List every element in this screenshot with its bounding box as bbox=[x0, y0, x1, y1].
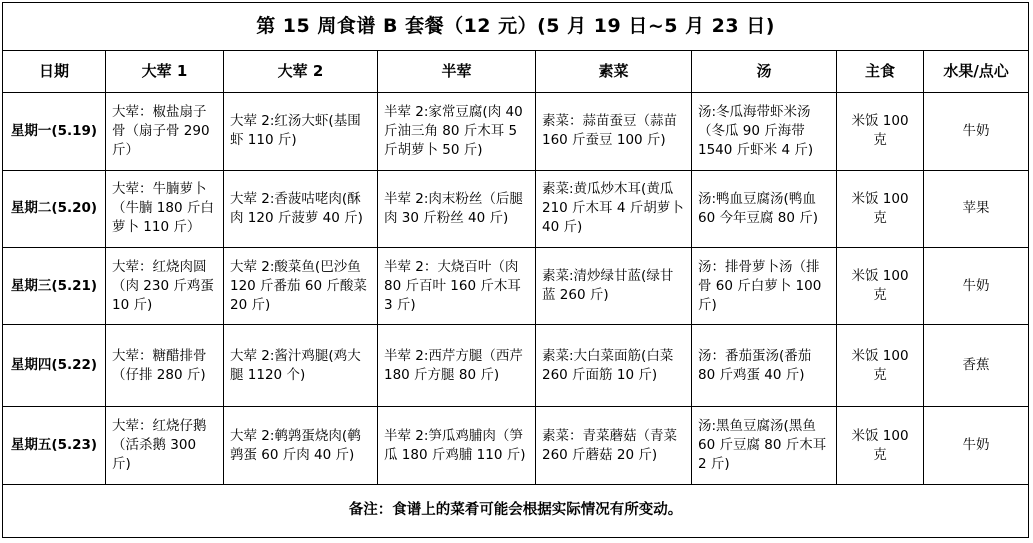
header-sucai: 素菜 bbox=[536, 51, 692, 93]
dahun1-cell: 大荤：椒盐扇子骨（扇子骨 290 斤） bbox=[106, 93, 224, 170]
dahun2-cell: 大荤 2:鹌鹑蛋烧肉(鹌鹑蛋 60 斤肉 40 斤) bbox=[224, 407, 378, 484]
staple-cell: 米饭 100 克 bbox=[837, 325, 924, 407]
dahun1-cell: 大荤：糖醋排骨（仔排 280 斤) bbox=[106, 325, 224, 407]
banhun-cell: 半荤 2:肉末粉丝（后腿肉 30 斤粉丝 40 斤) bbox=[378, 170, 536, 247]
header-dahun2: 大荤 2 bbox=[224, 51, 378, 93]
menu-note: 备注：食谱上的菜肴可能会根据实际情况有所变动。 bbox=[3, 484, 1029, 537]
header-banhun: 半荤 bbox=[378, 51, 536, 93]
day-cell: 星期四(5.22) bbox=[3, 325, 106, 407]
header-row bbox=[3, 51, 1029, 93]
sucai-cell: 素菜:黄瓜炒木耳(黄瓜 210 斤木耳 4 斤胡萝卜 40 斤) bbox=[536, 170, 692, 247]
dahun1-cell: 大荤：红烧仔鹅（活杀鹅 300 斤) bbox=[106, 407, 224, 484]
staple-cell: 米饭 100 克 bbox=[837, 93, 924, 170]
day-cell: 星期五(5.23) bbox=[3, 407, 106, 484]
header-staple: 主食 bbox=[837, 51, 924, 93]
banhun-cell: 半荤 2:笋瓜鸡脯肉（笋瓜 180 斤鸡脯 110 斤) bbox=[378, 407, 536, 484]
sucai-cell: 素菜:清炒绿甘蓝(绿甘蓝 260 斤) bbox=[536, 247, 692, 324]
header-dahun1: 大荤 1 bbox=[106, 51, 224, 93]
sucai-cell: 素菜:大白菜面筋(白菜 260 斤面筋 10 斤) bbox=[536, 325, 692, 407]
dahun1-cell: 大荤：牛腩萝卜（牛腩 180 斤白萝卜 110 斤） bbox=[106, 170, 224, 247]
fruit-snack-cell: 牛奶 bbox=[924, 247, 1029, 324]
fruit-snack-cell: 香蕉 bbox=[924, 325, 1029, 407]
sucai-cell: 素菜：青菜蘑菇（青菜 260 斤蘑菇 20 斤) bbox=[536, 407, 692, 484]
banhun-cell: 半荤 2：大烧百叶（肉 80 斤百叶 160 斤木耳 3 斤) bbox=[378, 247, 536, 324]
dahun2-cell: 大荤 2:红汤大虾(基围虾 110 斤) bbox=[224, 93, 378, 170]
soup-cell: 汤：排骨萝卜汤（排骨 60 斤白萝卜 100 斤) bbox=[692, 247, 837, 324]
table-row-wednesday bbox=[3, 247, 1029, 324]
header-date: 日期 bbox=[3, 51, 106, 93]
menu-title: 第 15 周食谱 B 套餐（12 元）(5 月 19 日~5 月 23 日) bbox=[3, 3, 1029, 51]
menu-table bbox=[2, 2, 1029, 538]
day-cell: 星期三(5.21) bbox=[3, 247, 106, 324]
soup-cell: 汤:冬瓜海带虾米汤（冬瓜 90 斤海带 1540 斤虾米 4 斤) bbox=[692, 93, 837, 170]
fruit-snack-cell: 牛奶 bbox=[924, 93, 1029, 170]
day-cell: 星期二(5.20) bbox=[3, 170, 106, 247]
staple-cell: 米饭 100 克 bbox=[837, 170, 924, 247]
staple-cell: 米饭 100 克 bbox=[837, 407, 924, 484]
fruit-snack-cell: 苹果 bbox=[924, 170, 1029, 247]
header-soup: 汤 bbox=[692, 51, 837, 93]
table-row-tuesday bbox=[3, 170, 1029, 247]
staple-cell: 米饭 100 克 bbox=[837, 247, 924, 324]
table-row-friday bbox=[3, 407, 1029, 484]
dahun2-cell: 大荤 2:酸菜鱼(巴沙鱼 120 斤番茄 60 斤酸菜 20 斤) bbox=[224, 247, 378, 324]
table-row-monday bbox=[3, 93, 1029, 170]
banhun-cell: 半荤 2:西芹方腿（西芹 180 斤方腿 80 斤) bbox=[378, 325, 536, 407]
soup-cell: 汤：番茄蛋汤(番茄 80 斤鸡蛋 40 斤) bbox=[692, 325, 837, 407]
banhun-cell: 半荤 2:家常豆腐(肉 40 斤油三角 80 斤木耳 5 斤胡萝卜 50 斤) bbox=[378, 93, 536, 170]
sucai-cell: 素菜：蒜苗蚕豆（蒜苗 160 斤蚕豆 100 斤) bbox=[536, 93, 692, 170]
dahun1-cell: 大荤：红烧肉圆（肉 230 斤鸡蛋 10 斤) bbox=[106, 247, 224, 324]
header-fruit-snack: 水果/点心 bbox=[924, 51, 1029, 93]
day-cell: 星期一(5.19) bbox=[3, 93, 106, 170]
table-row-thursday bbox=[3, 325, 1029, 407]
dahun2-cell: 大荤 2:酱汁鸡腿(鸡大腿 1120 个) bbox=[224, 325, 378, 407]
fruit-snack-cell: 牛奶 bbox=[924, 407, 1029, 484]
soup-cell: 汤:鸭血豆腐汤(鸭血 60 今年豆腐 80 斤) bbox=[692, 170, 837, 247]
dahun2-cell: 大荤 2:香菠咕咾肉(酥肉 120 斤菠萝 40 斤) bbox=[224, 170, 378, 247]
soup-cell: 汤:黑鱼豆腐汤(黑鱼 60 斤豆腐 80 斤木耳 2 斤) bbox=[692, 407, 837, 484]
